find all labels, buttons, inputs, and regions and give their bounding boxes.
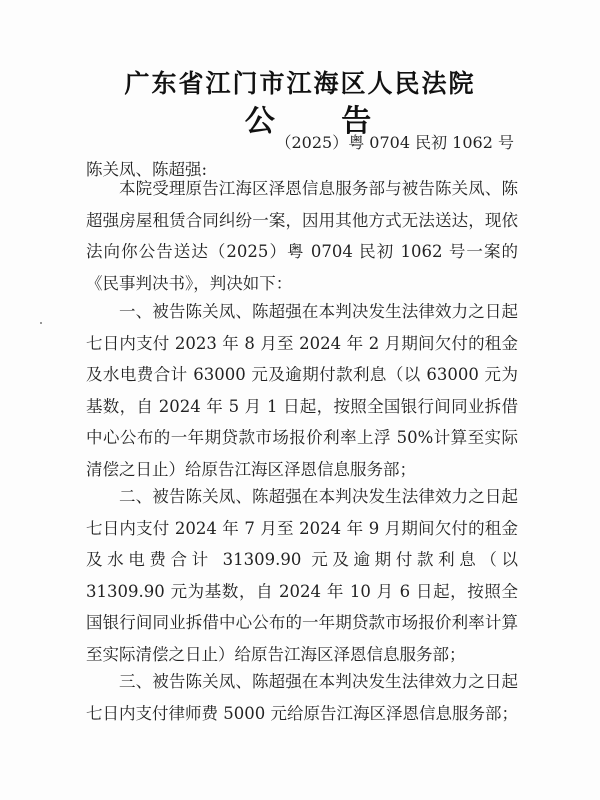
case-number: （2025）粤 0704 民初 1062 号 <box>275 133 514 152</box>
intro-paragraph: 本院受理原告江海区泽恩信息服务部与被告陈关凤、陈超强房屋租赁合同纠纷一案，因用其他方式无法送达，现依法向你公告送达（2025）粤 0704 民初 1062 号一案的《民事判决书》，判决如下： <box>86 179 518 293</box>
scan-speck <box>40 322 42 324</box>
court-name-heading: 广东省江门市江海区人民法院 <box>124 69 476 98</box>
judgment-item-3: 三、被告陈关凤、陈超强在本判决发生法律效力之日起七日内支付律师费 5000 元给原告江海区泽恩信息服务部； <box>86 672 518 723</box>
addressee: 陈关凤、陈超强: <box>86 160 208 179</box>
judgment-item-2: 二、被告陈关凤、陈超强在本判决发生法律效力之日起七日内支付 2024 年 7 月至 2024 年 9 月期间欠付的租金及水电费合计 31309.90 元及逾期付款利息（以 31309.90 元为基数，自 2024 年 10 月 6 日起，按照全国银行间同业拆借中心公布的一年期贷款市场报价利率计算至实际清偿之日止）给原告江海区泽恩信息服务部； <box>86 487 518 664</box>
notice-title: 公 告 <box>244 104 400 139</box>
judgment-item-1: 一、被告陈关凤、陈超强在本判决发生法律效力之日起七日内支付 2023 年 8 月至 2024 年 2 月期间欠付的租金及水电费合计 63000 元及逾期付款利息（以 63000 元为基数，自 2024 年 5 月 1 日起，按照全国银行间同业拆借中心公布的一年期贷款市场报价利率上浮 50%计算至实际清偿之日止）给原告江海区泽恩信息服务部； <box>86 302 518 479</box>
